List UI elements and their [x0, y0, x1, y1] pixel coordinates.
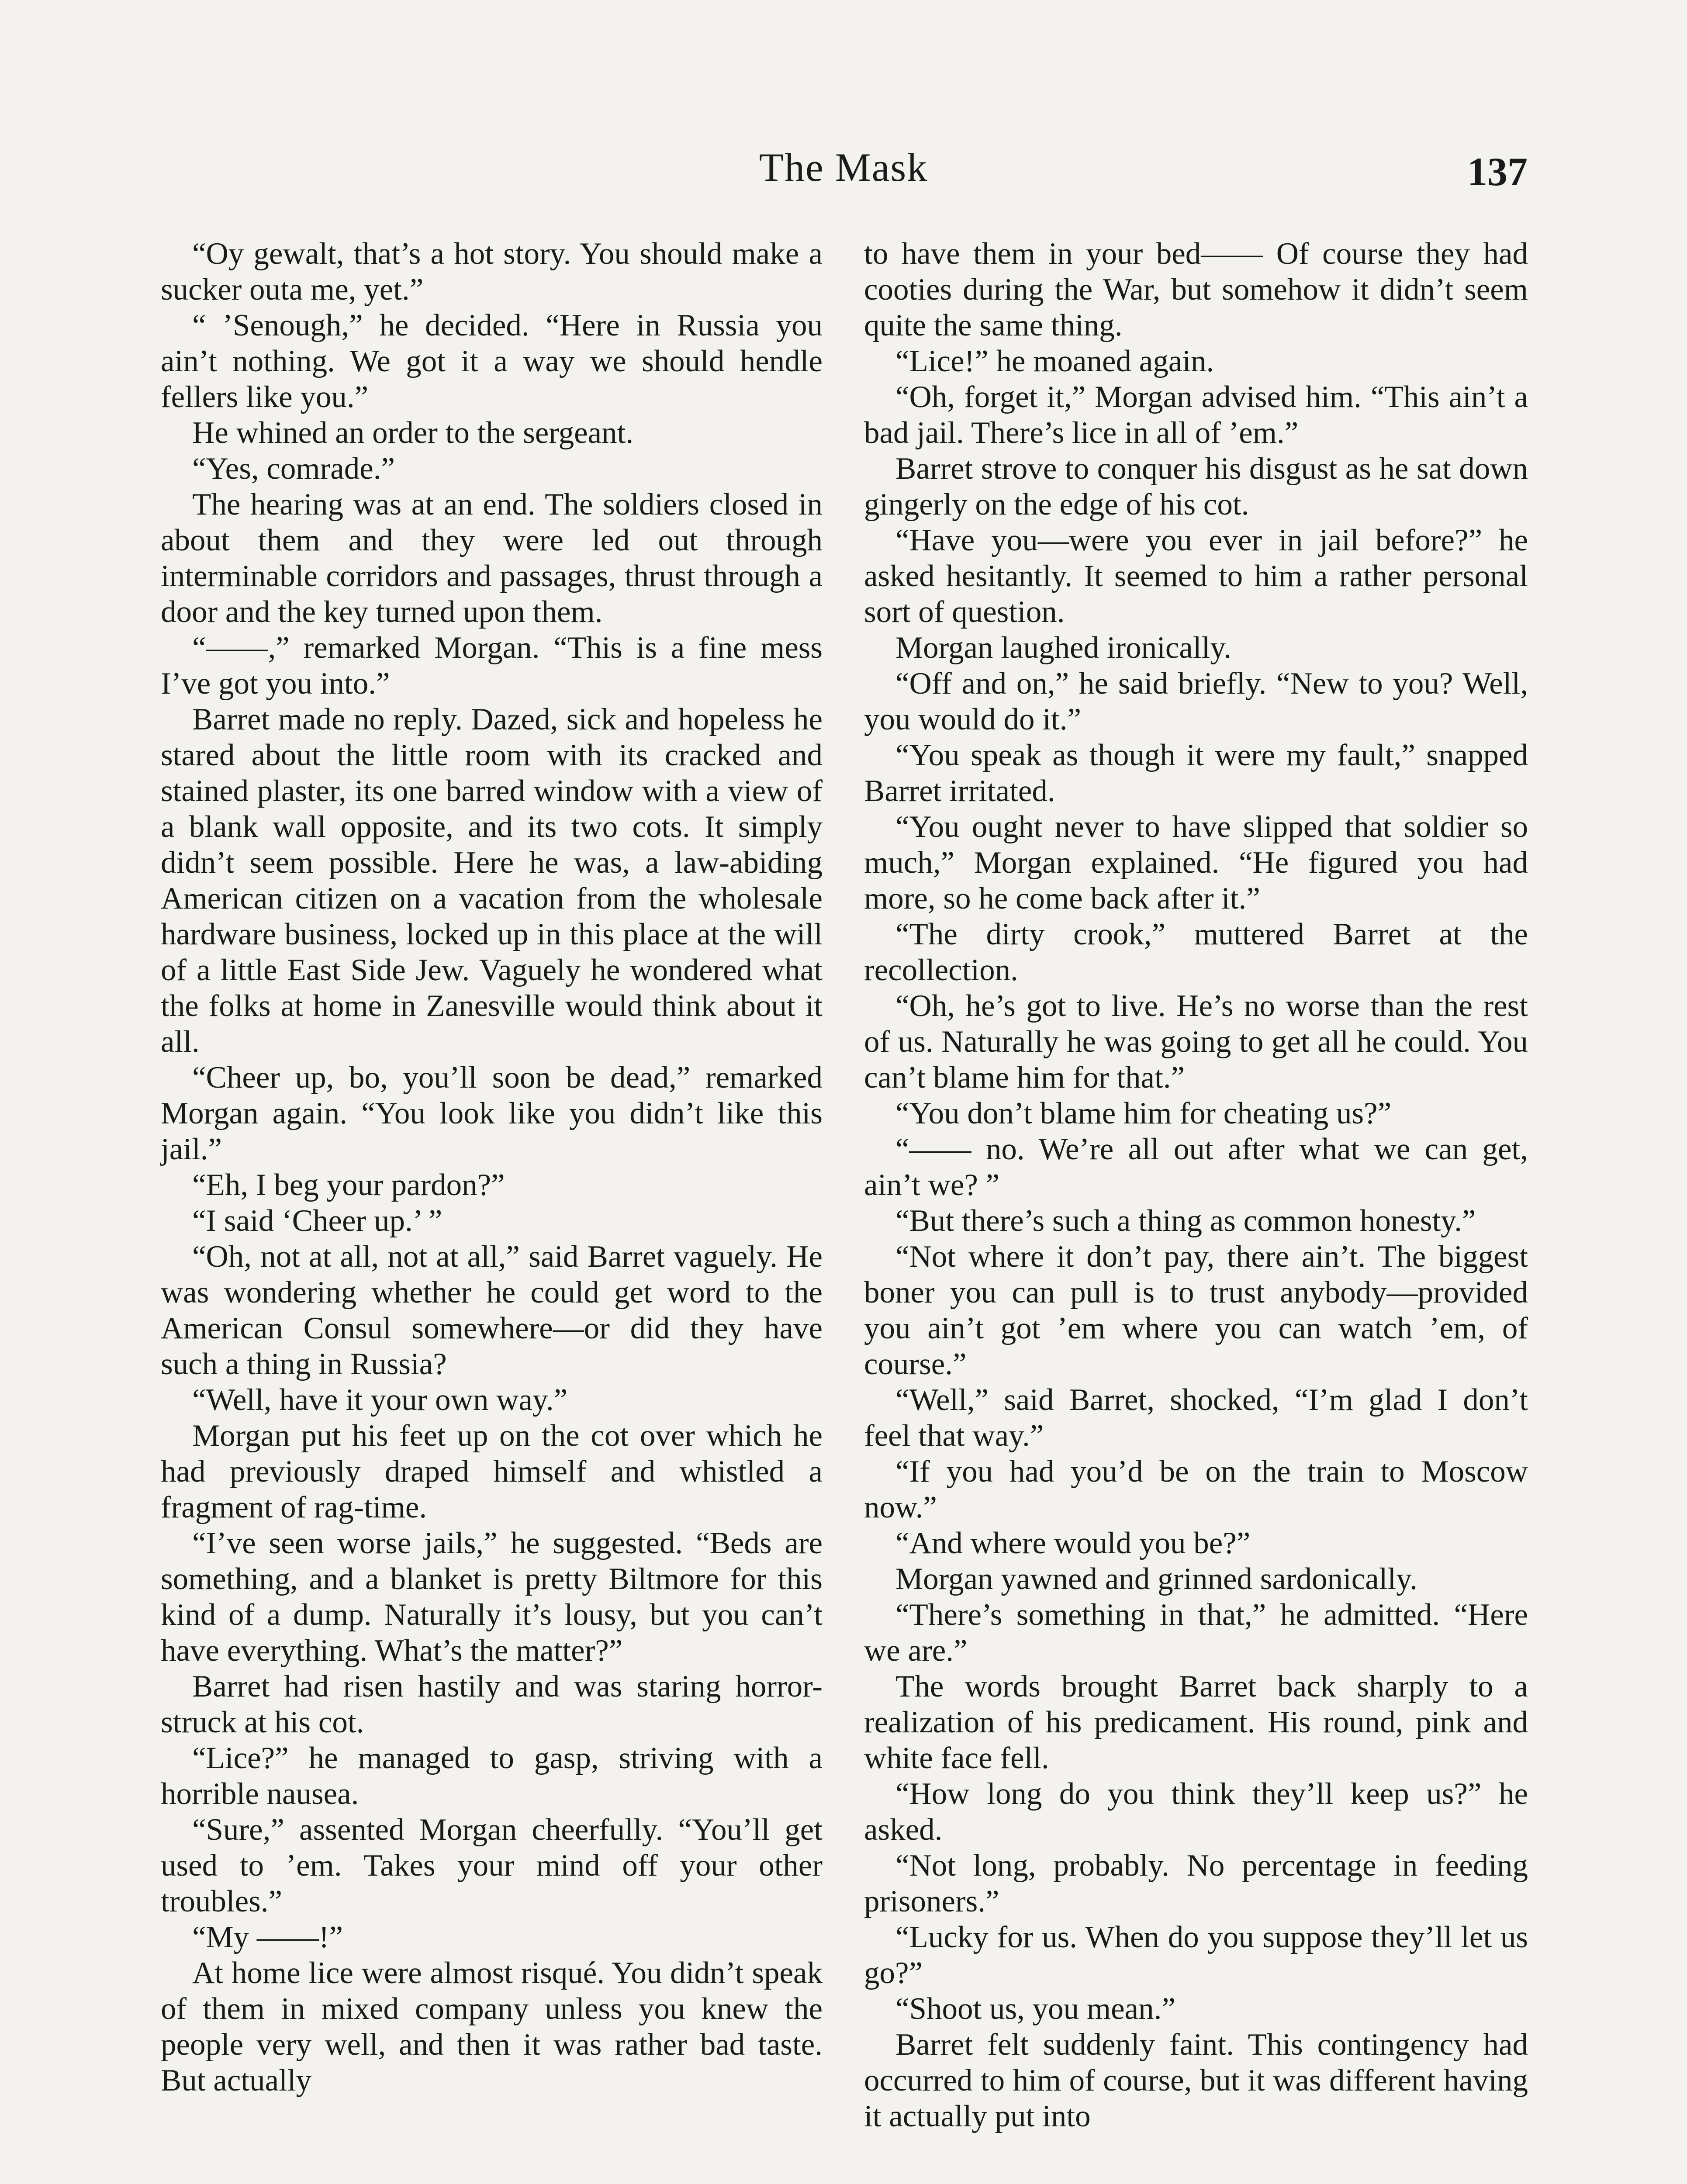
- paragraph: “I said ‘Cheer up.’ ”: [192, 1204, 442, 1238]
- paragraph: “Well, have it your own way.”: [192, 1383, 568, 1417]
- paragraph: “You ought never to have slipped that soldier so much,” Morgan explained. “He figured you had more, so he come back after it.”: [864, 810, 1528, 916]
- paragraph: “You don’t blame him for cheating us?”: [895, 1096, 1392, 1130]
- paragraph: “If you had you’d be on the train to Moscow now.”: [864, 1455, 1528, 1524]
- paragraph: The words brought Barret back sharply to a realization of his predicament. His round, pink and white face fell.: [864, 1669, 1528, 1775]
- paragraph: “My ——!”: [192, 1920, 343, 1954]
- paragraph: “How long do you think they’ll keep us?” he asked.: [864, 1777, 1528, 1847]
- paragraph: “Have you—were you ever in jail before?” he asked hesitantly. It seemed to him a rather personal sort of question.: [864, 523, 1528, 629]
- paragraph: “And where would you be?”: [895, 1526, 1251, 1560]
- paragraph: Barret made no reply. Dazed, sick and hopeless he stared about the little room with its cracked and stained plaster, its one barred window with a view of a blank wall opposite, and its two cots. It simply didn’t seem possible. Here he was, a law-abiding American citizen on a vacation from the wholesale hardware business, locked up in this place at the will of a little East Side Jew. Vaguely he wondered what the folks at home in Zanesville would think about it all.: [161, 702, 823, 1059]
- right-column: [864, 236, 1528, 2134]
- paragraph: “Not where it don’t pay, there ain’t. The biggest boner you can pull is to trust anybody—provided you ain’t got ’em where you can watch ’em, of course.”: [864, 1240, 1528, 1381]
- paragraph: “But there’s such a thing as common honesty.”: [895, 1204, 1476, 1238]
- paragraph: “Shoot us, you mean.”: [895, 1992, 1175, 2026]
- paragraph: He whined an order to the sergeant.: [192, 416, 634, 450]
- paragraph: Barret strove to conquer his disgust as he sat down gingerly on the edge of his cot.: [864, 452, 1528, 522]
- paragraph: “—— no. We’re all out after what we can get, ain’t we? ”: [864, 1132, 1528, 1202]
- paragraph: “Oy gewalt, that’s a hot story. You should make a sucker outa me, yet.”: [161, 237, 823, 307]
- paragraph: “Well,” said Barret, shocked, “I’m glad I don’t feel that way.”: [864, 1383, 1528, 1453]
- paragraph: “There’s something in that,” he admitted. “Here we are.”: [864, 1598, 1528, 1668]
- paragraph: “Not long, probably. No percentage in feeding prisoners.”: [864, 1849, 1528, 1918]
- paragraph: Barret had risen hastily and was staring horror-struck at his cot.: [161, 1669, 823, 1739]
- paragraph: “Oh, forget it,” Morgan advised him. “This ain’t a bad jail. There’s lice in all of ’em.”: [864, 380, 1528, 450]
- paragraph: Barret felt suddenly faint. This contingency had occurred to him of course, but it was different having it actually put into: [864, 2028, 1528, 2133]
- paragraph: Morgan laughed ironically.: [895, 631, 1231, 665]
- paragraph: “I’ve seen worse jails,” he suggested. “Beds are something, and a blanket is pretty Biltmore for this kind of a dump. Naturally it’s lousy, but you can’t have everything. What’s the matter?”: [161, 1526, 823, 1668]
- paragraph: Morgan yawned and grinned sardonically.: [895, 1562, 1417, 1596]
- paragraph: “The dirty crook,” muttered Barret at the recollection.: [864, 917, 1528, 987]
- paragraph: “Lice!” he moaned again.: [895, 344, 1214, 378]
- paragraph: At home lice were almost risqué. You didn’t speak of them in mixed company unless you knew the people very well, and then it was rather bad taste. But actually: [161, 1956, 823, 2098]
- paragraph: Morgan put his feet up on the cot over which he had previously draped himself and whistled a fragment of rag-time.: [161, 1419, 823, 1524]
- paragraph: “Oh, not at all, not at all,” said Barret vaguely. He was wondering whether he could get word to the American Consul somewhere—or did they have such a thing in Russia?: [161, 1240, 823, 1381]
- paragraph: “ ’Senough,” he decided. “Here in Russia you ain’t nothing. We got it a way we should hendle fellers like you.”: [161, 308, 823, 414]
- paragraph: “Eh, I beg your pardon?”: [192, 1168, 505, 1202]
- paragraph: to have them in your bed—— Of course they had cooties during the War, but somehow it didn’t seem quite the same thing.: [864, 237, 1528, 342]
- page-header: [0, 144, 1687, 210]
- paragraph: “Lucky for us. When do you suppose they’ll let us go?”: [864, 1920, 1528, 1990]
- paragraph: “Yes, comrade.”: [192, 452, 395, 486]
- paragraph: The hearing was at an end. The soldiers closed in about them and they were led out through interminable corridors and passages, thrust through a door and the key turned upon them.: [161, 487, 823, 629]
- running-title: The Mask: [759, 145, 928, 190]
- paragraph: “Lice?” he managed to gasp, striving with a horrible nausea.: [161, 1741, 823, 1811]
- paragraph: “——,” remarked Morgan. “This is a fine mess I’ve got you into.”: [161, 631, 823, 701]
- paragraph: “Cheer up, bo, you’ll soon be dead,” remarked Morgan again. “You look like you didn’t like this jail.”: [161, 1061, 823, 1166]
- paragraph: “Oh, he’s got to live. He’s no worse than the rest of us. Naturally he was going to get all he could. You can’t blame him for that.”: [864, 989, 1528, 1095]
- paragraph: “Sure,” assented Morgan cheerfully. “You’ll get used to ’em. Takes your mind off your other troubles.”: [161, 1813, 823, 1918]
- left-column: [161, 236, 823, 2098]
- paragraph: “Off and on,” he said briefly. “New to you? Well, you would do it.”: [864, 667, 1528, 736]
- page-number: 137: [1467, 149, 1528, 194]
- paragraph: “You speak as though it were my fault,” snapped Barret irritated.: [864, 738, 1528, 808]
